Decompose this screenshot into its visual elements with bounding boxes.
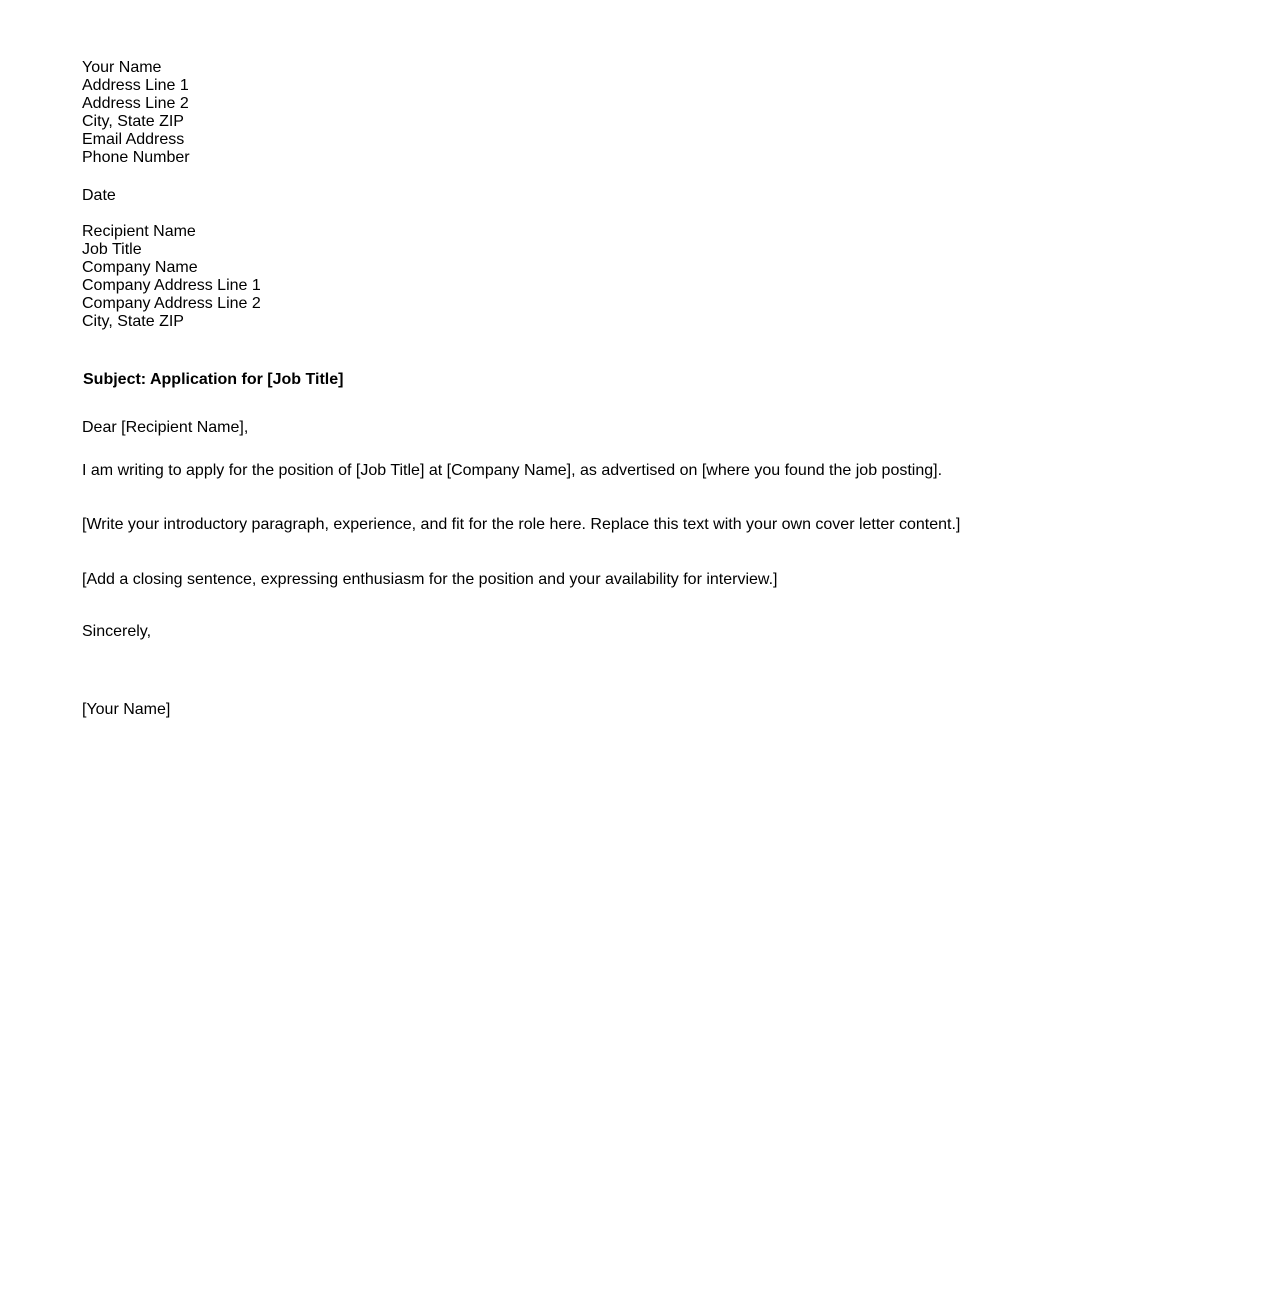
sender-email: Email Address xyxy=(82,131,185,148)
recipient-company-name: Company Name xyxy=(82,259,198,276)
body-paragraph-3: [Add a closing sentence, expressing enthusiasm for the position and your availability for interview.] xyxy=(82,571,778,588)
closing: Sincerely, xyxy=(82,623,152,640)
recipient-company-address-line-1: Company Address Line 1 xyxy=(82,277,261,294)
sender-address-block xyxy=(82,59,190,167)
body-paragraph-2: [Write your introductory paragraph, experience, and fit for the role here. Replace this text with your own cover letter content.] xyxy=(82,516,961,533)
letter-date: Date xyxy=(82,187,116,204)
sender-address-line-1: Address Line 1 xyxy=(82,77,189,94)
subject-line: Subject: Application for [Job Title] xyxy=(83,371,344,388)
sender-address-line-2: Address Line 2 xyxy=(82,95,189,112)
signature: [Your Name] xyxy=(82,701,171,718)
recipient-city-state-zip: City, State ZIP xyxy=(82,313,184,330)
sender-name: Your Name xyxy=(82,59,162,76)
body-paragraph-1: I am writing to apply for the position of [Job Title] at [Company Name], as advertised on [where you found the job posting]. xyxy=(82,462,943,479)
recipient-address-block xyxy=(82,223,261,331)
sender-phone: Phone Number xyxy=(82,149,190,166)
salutation: Dear [Recipient Name], xyxy=(82,419,249,436)
sender-city-state-zip: City, State ZIP xyxy=(82,113,184,130)
recipient-company-address-line-2: Company Address Line 2 xyxy=(82,295,261,312)
recipient-job-title: Job Title xyxy=(82,241,142,258)
recipient-name: Recipient Name xyxy=(82,223,196,240)
